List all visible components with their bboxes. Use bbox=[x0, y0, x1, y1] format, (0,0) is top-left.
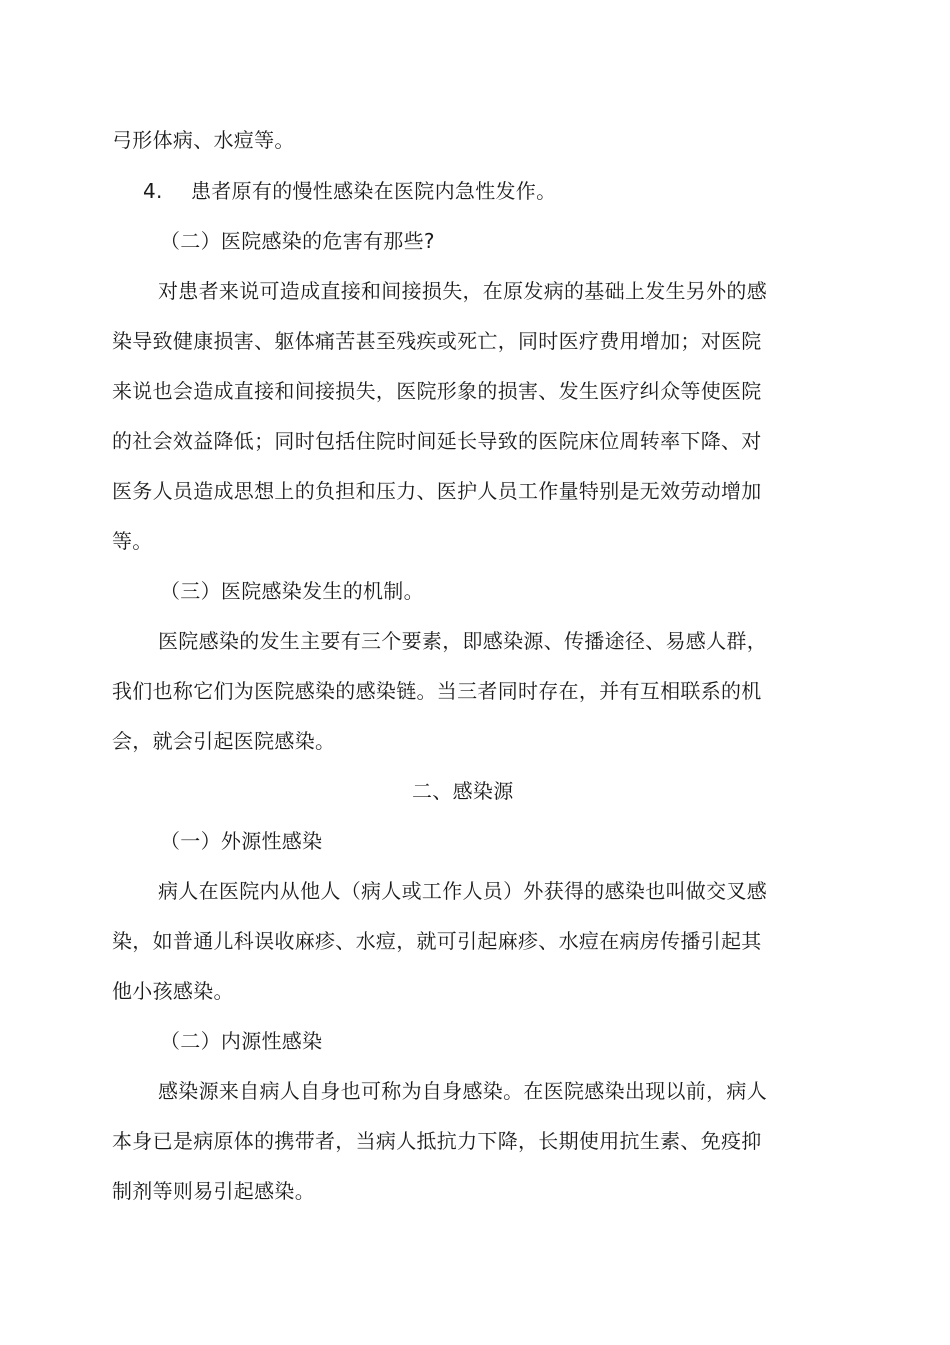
paragraph-line: 医务人员造成思想上的负担和压力、医护人员工作量特别是无效劳动增加 bbox=[112, 479, 762, 503]
subheading: （一）外源性感染 bbox=[160, 829, 323, 853]
paragraph-line: 对患者来说可造成直接和间接损失，在原发病的基础上发生另外的感 bbox=[158, 279, 767, 303]
paragraph-line: 本身已是病原体的携带者，当病人抵抗力下降，长期使用抗生素、免疫抑 bbox=[112, 1129, 762, 1153]
subheading: （二）内源性感染 bbox=[160, 1029, 323, 1053]
subheading: （三）医院感染发生的机制。 bbox=[160, 579, 424, 603]
item-text: 患者原有的慢性感染在医院内急性发作。 bbox=[191, 179, 557, 203]
paragraph-line: 制剂等则易引起感染。 bbox=[112, 1179, 315, 1203]
paragraph-line: 来说也会造成直接和间接损失，医院形象的损害、发生医疗纠众等使医院 bbox=[112, 379, 762, 403]
paragraph-line: 等。 bbox=[112, 529, 153, 553]
paragraph-line: 我们也称它们为医院感染的感染链。当三者同时存在，并有互相联系的机 bbox=[112, 679, 762, 703]
section-heading: 二、感染源 bbox=[412, 779, 514, 803]
numbered-item bbox=[143, 179, 556, 203]
paragraph-line: 医院感染的发生主要有三个要素，即感染源、传播途径、易感人群， bbox=[158, 629, 767, 653]
paragraph-line: 染，如普通儿科误收麻疹、水痘，就可引起麻疹、水痘在病房传播引起其 bbox=[112, 929, 762, 953]
paragraph-line: 会，就会引起医院感染。 bbox=[112, 729, 336, 753]
subheading: （二）医院感染的危害有那些? bbox=[160, 229, 435, 253]
paragraph-line: 染导致健康损害、躯体痛苦甚至残疾或死亡，同时医疗费用增加；对医院 bbox=[112, 329, 762, 353]
paragraph-line: 的社会效益降低；同时包括住院时间延长导致的医院床位周转率下降、对 bbox=[112, 429, 762, 453]
paragraph-line: 感染源来自病人自身也可称为自身感染。在医院感染出现以前，病人 bbox=[158, 1079, 767, 1103]
item-number: 4. bbox=[143, 179, 163, 203]
paragraph-line: 他小孩感染。 bbox=[112, 979, 234, 1003]
paragraph-line: 病人在医院内从他人（病人或工作人员）外获得的感染也叫做交叉感 bbox=[158, 879, 767, 903]
text-line: 弓形体病、水痘等。 bbox=[112, 128, 295, 152]
